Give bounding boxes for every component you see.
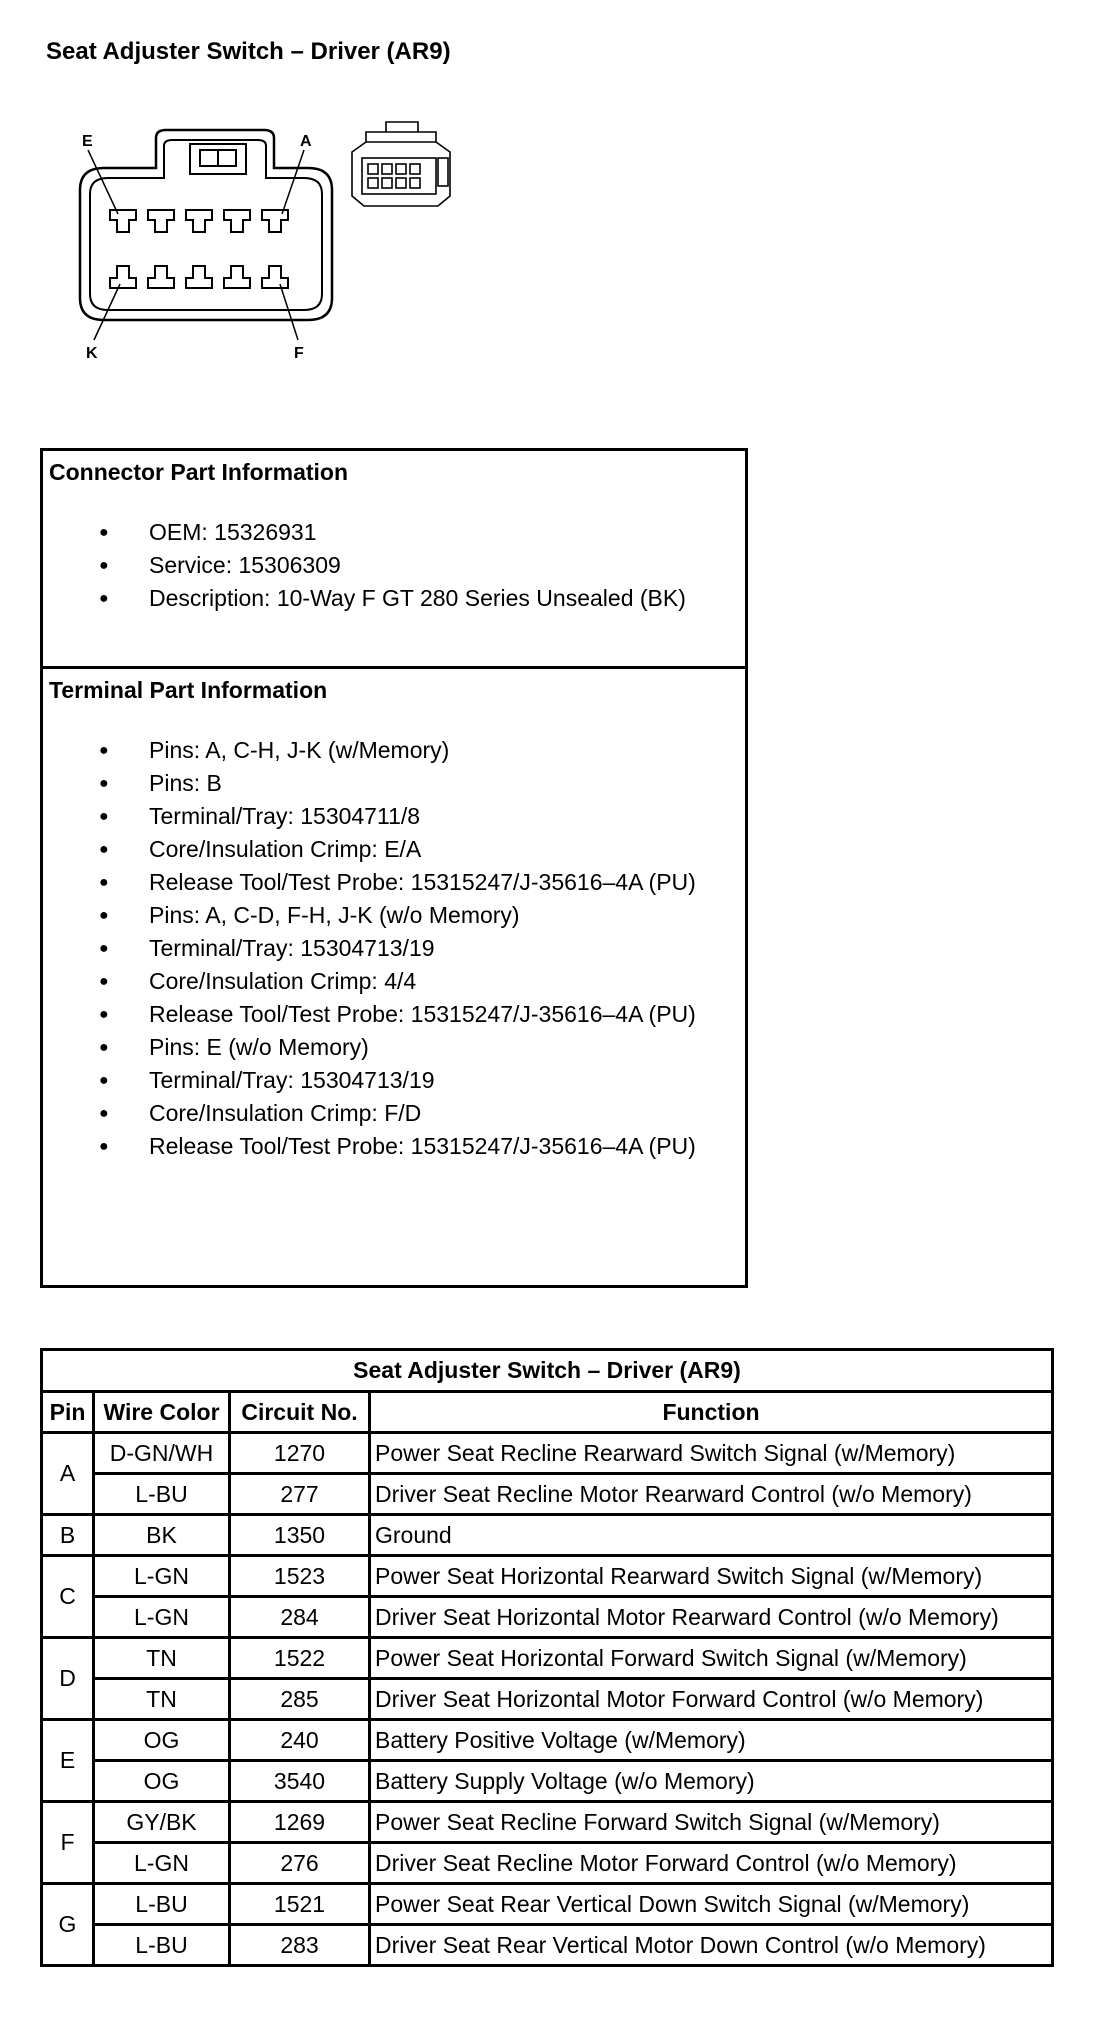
header-circuit-no: Circuit No. [230,1392,370,1433]
pin-cell: A [42,1433,94,1515]
table-row [42,1515,1053,1556]
header-wire-color: Wire Color [94,1392,230,1433]
terminal-group-3 [49,1031,745,1163]
connector-info-list [49,516,745,615]
function-cell: Driver Seat Horizontal Motor Rearward Control (w/o Memory) [370,1597,1053,1638]
wire-color-cell: L-GN [94,1843,230,1884]
wire-color-cell: L-BU [94,1884,230,1925]
header-function: Function [370,1392,1053,1433]
label-k: K [86,345,98,362]
list-item: ● Service: 15306309 [49,549,745,582]
circuit-cell: 277 [230,1474,370,1515]
table-row [42,1556,1053,1597]
function-cell: Power Seat Rear Vertical Down Switch Signal (w/Memory) [370,1884,1053,1925]
circuit-cell: 283 [230,1925,370,1966]
list-item: ● Description: 10-Way F GT 280 Series Unsealed (BK) [49,582,745,615]
function-cell: Driver Seat Rear Vertical Motor Down Control (w/o Memory) [370,1925,1053,1966]
function-cell: Power Seat Horizontal Forward Switch Signal (w/Memory) [370,1638,1053,1679]
circuit-cell: 1269 [230,1802,370,1843]
table-row [42,1474,1053,1515]
list-item: ● Pins: B [49,767,745,800]
label-f: F [294,345,304,362]
header-pin: Pin [42,1392,94,1433]
wire-color-cell: TN [94,1638,230,1679]
table-row [42,1720,1053,1761]
list-item: ● Release Tool/Test Probe: 15315247/J-35616–4A (PU) [49,866,745,899]
circuit-cell: 1522 [230,1638,370,1679]
list-item: ● Terminal/Tray: 15304711/8 [49,800,745,833]
list-item: ● Pins: A, C-H, J-K (w/Memory) [49,734,745,767]
wire-color-cell: L-BU [94,1925,230,1966]
list-item: ● Release Tool/Test Probe: 15315247/J-35616–4A (PU) [49,1130,745,1163]
label-a: A [300,133,312,150]
terminal-group-1 [49,734,745,899]
list-item: ● Pins: E (w/o Memory) [49,1031,745,1064]
list-item: ● Terminal/Tray: 15304713/19 [49,1064,745,1097]
circuit-cell: 1270 [230,1433,370,1474]
circuit-cell: 285 [230,1679,370,1720]
wire-color-cell: L-GN [94,1597,230,1638]
wire-color-cell: D-GN/WH [94,1433,230,1474]
connector-thumbnail [346,118,458,214]
table-row [42,1802,1053,1843]
connector-face-diagram [60,120,350,370]
function-cell: Ground [370,1515,1053,1556]
terminal-part-information [43,669,745,1163]
list-item: ● Core/Insulation Crimp: E/A [49,833,745,866]
wire-color-cell: L-BU [94,1474,230,1515]
function-cell: Driver Seat Recline Motor Rearward Control (w/o Memory) [370,1474,1053,1515]
circuit-cell: 284 [230,1597,370,1638]
wire-color-cell: L-GN [94,1556,230,1597]
page-title: Seat Adjuster Switch – Driver (AR9) [46,38,451,65]
function-cell: Driver Seat Recline Motor Forward Control (w/o Memory) [370,1843,1053,1884]
table-row [42,1761,1053,1802]
pin-cell: G [42,1884,94,1966]
function-cell: Power Seat Recline Rearward Switch Signal (w/Memory) [370,1433,1053,1474]
pin-cell: F [42,1802,94,1884]
list-item: ● OEM: 15326931 [49,516,745,549]
wire-color-cell: TN [94,1679,230,1720]
circuit-cell: 276 [230,1843,370,1884]
pin-cell: B [42,1515,94,1556]
list-item: ● Core/Insulation Crimp: 4/4 [49,965,745,998]
table-header-row [42,1392,1053,1433]
table-caption: Seat Adjuster Switch – Driver (AR9) [42,1350,1053,1392]
connector-part-information [43,451,745,669]
pin-cell: E [42,1720,94,1802]
wire-color-cell: OG [94,1720,230,1761]
list-item: ● Pins: A, C-D, F-H, J-K (w/o Memory) [49,899,745,932]
circuit-cell: 1350 [230,1515,370,1556]
circuit-cell: 1521 [230,1884,370,1925]
table-row [42,1638,1053,1679]
function-cell: Battery Supply Voltage (w/o Memory) [370,1761,1053,1802]
function-cell: Battery Positive Voltage (w/Memory) [370,1720,1053,1761]
table-row [42,1884,1053,1925]
function-cell: Power Seat Horizontal Rearward Switch Signal (w/Memory) [370,1556,1053,1597]
terminal-group-2 [49,899,745,1031]
list-item: ● Terminal/Tray: 15304713/19 [49,932,745,965]
wire-color-cell: GY/BK [94,1802,230,1843]
pin-table [40,1348,1054,1967]
list-item: ● Release Tool/Test Probe: 15315247/J-35616–4A (PU) [49,998,745,1031]
table-row [42,1597,1053,1638]
table-row [42,1925,1053,1966]
list-item: ● Core/Insulation Crimp: F/D [49,1097,745,1130]
terminal-info-heading: Terminal Part Information [49,677,328,703]
wire-color-cell: OG [94,1761,230,1802]
connector-info-heading: Connector Part Information [49,459,349,485]
table-row [42,1679,1053,1720]
label-e: E [82,133,93,150]
function-cell: Power Seat Recline Forward Switch Signal (w/Memory) [370,1802,1053,1843]
pin-cell: D [42,1638,94,1720]
wire-color-cell: BK [94,1515,230,1556]
part-information-box [40,448,748,1288]
function-cell: Driver Seat Horizontal Motor Forward Control (w/o Memory) [370,1679,1053,1720]
pin-cell: C [42,1556,94,1638]
table-row [42,1843,1053,1884]
circuit-cell: 240 [230,1720,370,1761]
circuit-cell: 1523 [230,1556,370,1597]
circuit-cell: 3540 [230,1761,370,1802]
table-row [42,1433,1053,1474]
